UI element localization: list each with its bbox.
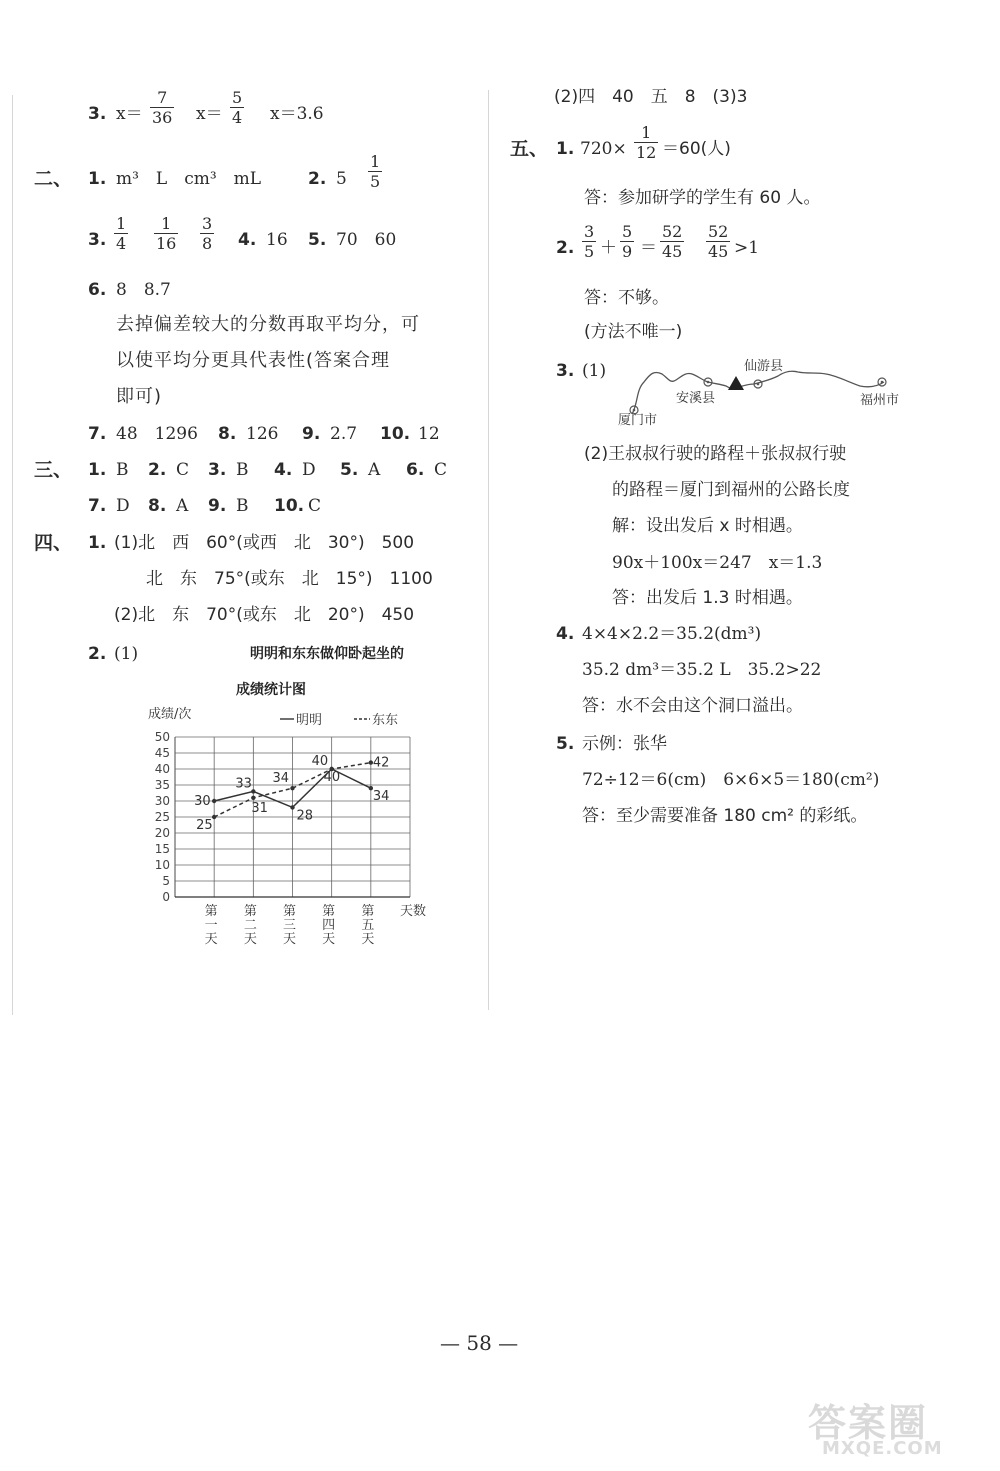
y-tick-label: 50: [154, 730, 170, 744]
item-number: 9.: [302, 424, 321, 444]
y-axis-label: 成绩/次: [148, 707, 192, 722]
data-label: 42: [372, 755, 390, 771]
answer-text: 48 1296: [116, 424, 198, 444]
solution-line: 的路程＝厦门到福州的公路长度: [612, 480, 850, 500]
numerator: 1: [641, 123, 652, 142]
numerator: 52: [662, 222, 683, 241]
data-point-dongdong: [290, 786, 294, 790]
x-tick-label: 第三天: [282, 904, 297, 947]
data-label: 31: [251, 800, 268, 816]
item-number: 2.: [308, 169, 327, 189]
xianyou-marker-dot: [757, 383, 760, 386]
numerator: 52: [708, 222, 729, 241]
answer-text: x＝3.6: [270, 104, 324, 124]
x-tick-label: 第一天: [204, 904, 218, 947]
item-number: 8.: [218, 424, 237, 444]
item-number: 3.: [556, 361, 575, 381]
y-tick-label: 15: [154, 842, 170, 856]
y-tick-label: 30: [154, 794, 170, 808]
numerator: 3: [584, 222, 595, 241]
x-tick-label: 第四天: [322, 904, 336, 947]
chart-title: 明明和东东做仰卧起坐的: [250, 646, 404, 662]
sub-item-label: (1): [582, 361, 607, 381]
data-label: 33: [235, 776, 252, 792]
data-label: 25: [196, 818, 213, 833]
x-axis-label: 天数: [400, 904, 427, 919]
numerator: 5: [622, 222, 633, 241]
column-divider-middle: [488, 90, 489, 1010]
watermark-url: MXQE.COM: [822, 1438, 943, 1459]
denominator: 9: [622, 242, 633, 261]
solution-line: 解：设出发后 x 时相遇。: [612, 516, 803, 536]
legend-label-dongdong: 东东: [372, 713, 399, 728]
solution-line: 90x＋100x＝247 x＝1.3: [612, 553, 823, 573]
watermark-text: 答案圈: [808, 1401, 929, 1445]
item-number: 4.: [556, 624, 575, 644]
denominator: 4: [232, 108, 243, 127]
answer-text: 2.7: [330, 424, 358, 444]
answer-text: 5: [336, 169, 347, 189]
data-label: 34: [272, 771, 290, 787]
fuzhou-label: 福州市: [860, 393, 900, 408]
answer-statement: 答：不够。: [584, 288, 669, 308]
item-number: 3.: [88, 230, 107, 250]
data-label: 28: [296, 808, 314, 824]
solution-line: 4×4×2.2＝35.2(dm³): [582, 624, 762, 644]
denominator: 5: [584, 242, 595, 261]
data-label: 30: [194, 794, 211, 809]
numerator: 7: [157, 88, 168, 107]
item-number: 2.: [88, 644, 107, 664]
answer-statement: 答：水不会由这个洞口溢出。: [582, 696, 803, 716]
choice-answer: D: [116, 496, 130, 516]
fraction: [706, 222, 730, 261]
numerator: 1: [116, 214, 127, 233]
fraction: [660, 222, 684, 261]
item-number: 1.: [556, 139, 575, 159]
choice-answer: C: [434, 460, 448, 480]
answer-text: 16: [266, 230, 288, 250]
answer-text: 126: [246, 424, 279, 444]
chart-subtitle: 成绩统计图: [236, 682, 306, 698]
item-number: 2.: [556, 238, 575, 258]
data-point-dongdong: [251, 796, 255, 800]
answer-statement: 答：至少需要准备 180 cm² 的彩纸。: [582, 806, 868, 826]
answer-text: 70 60: [336, 230, 397, 250]
y-tick-label: 10: [154, 858, 170, 872]
numerator: 5: [232, 88, 243, 107]
page-number: — 58 —: [440, 1331, 519, 1355]
sub-item-label: (1): [114, 644, 139, 664]
item-number: 1.: [88, 169, 107, 189]
operator: ＝: [640, 238, 657, 258]
y-tick-label: 20: [154, 826, 170, 840]
answer-text: x＝: [116, 104, 143, 124]
meeting-point-triangle-icon: [728, 376, 744, 390]
section-label: 四、: [34, 532, 73, 554]
choice-answer: A: [368, 460, 381, 480]
item-number: 10.: [274, 496, 305, 516]
data-label: 40: [323, 770, 341, 785]
xiamen-marker-dot: [633, 409, 636, 412]
explanation-line: 以使平均分更具代表性(答案合理: [116, 350, 391, 371]
fraction: [634, 123, 658, 162]
anxi-marker-dot: [707, 381, 710, 384]
solution-line: (2)王叔叔行驶的路程＋张叔叔行驶: [584, 444, 847, 464]
fraction: [150, 88, 174, 127]
section-label: 三、: [34, 459, 73, 481]
solution-line: 示例：张华: [582, 734, 667, 754]
fraction: [114, 214, 128, 253]
solution-line: 72÷12＝6(cm) 6×6×5＝180(cm²): [582, 770, 880, 790]
y-tick-label: 35: [154, 778, 170, 792]
y-tick-label: 5: [162, 874, 170, 888]
item-number: 3.: [88, 104, 107, 124]
choice-answer: B: [236, 460, 249, 480]
explanation-line: 即可): [116, 386, 163, 407]
answer-statement: 答：参加研学的学生有 60 人。: [584, 188, 821, 208]
direction-answer: 北 东 75°(或东 北 15°) 1100: [146, 569, 433, 589]
answer-text: (2)四 40 五 8 (3)3: [554, 87, 748, 107]
solution-line: 35.2 dm³＝35.2 L 35.2>22: [582, 660, 822, 680]
denominator: 45: [708, 242, 729, 261]
xianyou-label: 仙游县: [744, 359, 784, 374]
answer-text: >1: [734, 238, 760, 258]
anxi-label: 安溪县: [676, 391, 716, 406]
denominator: 16: [156, 234, 177, 253]
numerator: 3: [202, 214, 213, 233]
solution-line: 答：出发后 1.3 时相遇。: [612, 588, 803, 608]
answer-text: 720×: [580, 139, 627, 159]
data-point-mingming: [290, 805, 294, 809]
choice-answer: C: [308, 496, 322, 516]
answer-text: m³ L cm³ mL: [116, 169, 262, 189]
answer-text: ＝60(人): [662, 139, 731, 159]
choice-answer: B: [236, 496, 249, 516]
route-map: [612, 352, 932, 430]
fraction: [620, 222, 634, 261]
fuzhou-marker-dot: [881, 381, 884, 384]
fraction: [582, 222, 596, 261]
column-divider-left: [12, 95, 13, 1015]
item-number: 6.: [406, 460, 425, 480]
choice-answer: C: [176, 460, 190, 480]
denominator: 36: [152, 108, 173, 127]
item-number: 3.: [208, 460, 227, 480]
item-number: 8.: [148, 496, 167, 516]
item-number: 5.: [340, 460, 359, 480]
data-label: 34: [372, 789, 390, 805]
numerator: 1: [161, 214, 172, 233]
data-point-mingming: [212, 799, 216, 803]
y-tick-label: 0: [162, 890, 170, 904]
denominator: 4: [116, 234, 127, 253]
choice-answer: B: [116, 460, 129, 480]
section-label: 五、: [510, 138, 549, 160]
data-label: 40: [311, 754, 329, 769]
fraction: [230, 88, 244, 127]
direction-answer: (1)北 西 60°(或西 北 30°) 500: [114, 533, 415, 553]
fraction: [200, 214, 214, 253]
fraction: [368, 152, 382, 191]
explanation-line: 去掉偏差较大的分数再取平均分，可: [116, 314, 420, 335]
y-tick-label: 45: [154, 746, 170, 760]
answer-text: 8 8.7: [116, 280, 171, 300]
xiamen-label: 厦门市: [618, 413, 658, 428]
denominator: 12: [636, 143, 657, 162]
x-tick-label: 第五天: [361, 904, 375, 947]
denominator: 45: [662, 242, 683, 261]
item-number: 1.: [88, 460, 107, 480]
choice-answer: D: [302, 460, 316, 480]
item-number: 7.: [88, 496, 107, 516]
legend-label-mingming: 明明: [296, 713, 323, 728]
item-number: 4.: [274, 460, 293, 480]
fraction: [154, 214, 178, 253]
y-tick-label: 40: [154, 762, 170, 776]
item-number: 2.: [148, 460, 167, 480]
denominator: 5: [370, 172, 381, 191]
operator: ＋: [600, 238, 617, 258]
answer-text: 12: [418, 424, 440, 444]
y-tick-label: 25: [154, 810, 170, 824]
item-number: 10.: [380, 424, 411, 444]
direction-answer: (2)北 东 70°(或东 北 20°) 450: [114, 605, 415, 625]
watermark-logo: [808, 1392, 988, 1462]
item-number: 7.: [88, 424, 107, 444]
choice-answer: A: [176, 496, 189, 516]
item-number: 9.: [208, 496, 227, 516]
item-number: 4.: [238, 230, 257, 250]
item-number: 5.: [308, 230, 327, 250]
item-number: 6.: [88, 280, 107, 300]
denominator: 8: [202, 234, 213, 253]
route-line: [632, 371, 884, 414]
item-number: 5.: [556, 734, 575, 754]
item-number: 1.: [88, 533, 107, 553]
note-text: (方法不唯一): [584, 322, 683, 342]
answer-text: x＝: [196, 104, 223, 124]
section-label: 二、: [34, 168, 73, 190]
x-tick-label: 第二天: [243, 904, 257, 947]
numerator: 1: [370, 152, 381, 171]
line-chart: [140, 640, 460, 970]
